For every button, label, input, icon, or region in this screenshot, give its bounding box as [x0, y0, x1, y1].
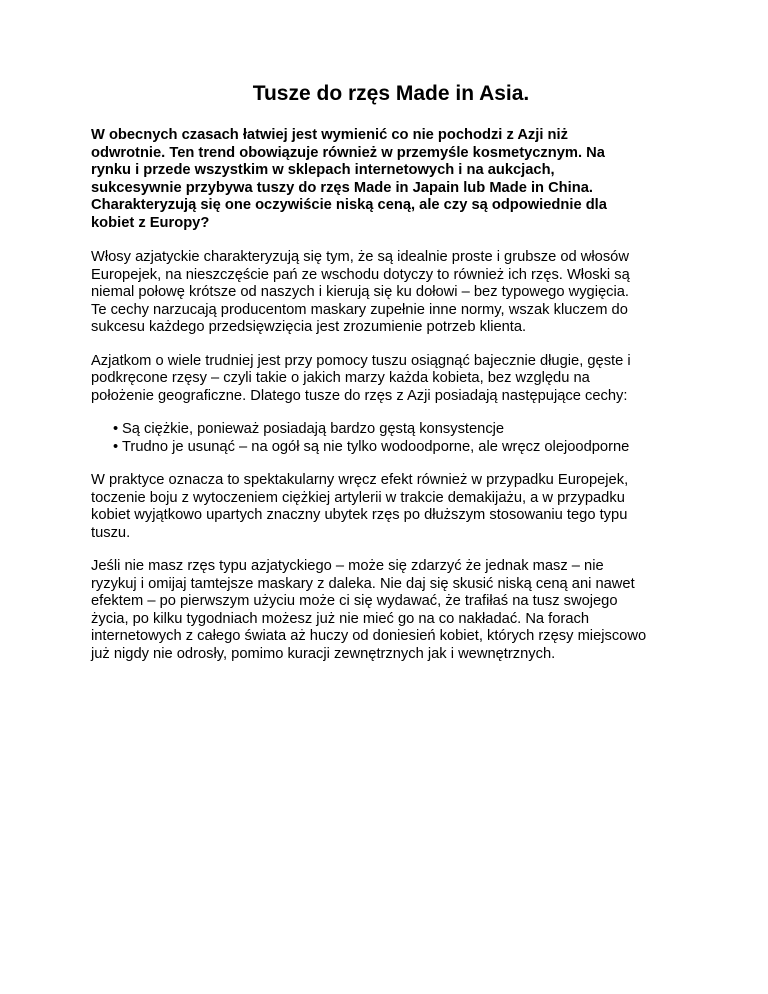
- features-list: [91, 421, 691, 456]
- lead-line: odwrotnie. Ten trend obowiązuje również w przemyśle kosmetycznym. Na: [91, 144, 605, 161]
- paragraph-line: już nigdy nie odrosły, pomimo kuracji zewnętrznych jak i wewnętrznych.: [91, 645, 556, 662]
- lead-line: Charakteryzują się one oczywiście niską ceną, ale czy są odpowiednie dla: [91, 197, 607, 213]
- paragraph-line: efektem – po pierwszym użyciu może ci się wydawać, że trafiłaś na tusz swojego: [91, 593, 618, 609]
- paragraph-line: Jeśli nie masz rzęs typu azjatyckiego – może się zdarzyć że jednak masz – nie: [91, 558, 604, 574]
- lead-line: sukcesywnie przybywa tuszy do rzęs Made in Japain lub Made in China.: [91, 179, 593, 196]
- paragraph-mascara-features: [91, 353, 691, 406]
- paragraph-line: niemal połowę krótsze od naszych i kierują się ku dołowi – bez typowego wygięcia.: [91, 284, 630, 300]
- lead-line: W obecnych czasach łatwiej jest wymienić co nie pochodzi z Azji niż: [91, 127, 568, 143]
- list-item-text: Trudno je usunąć – na ogół są nie tylko wodoodporne, ale wręcz olejoodporne: [122, 438, 630, 455]
- paragraph-line: W praktyce oznacza to spektakularny wręcz efekt również w przypadku Europejek,: [91, 472, 629, 488]
- paragraph-line: Azjatkom o wiele trudniej jest przy pomocy tuszu osiągnąć bajecznie długie, gęste i: [91, 352, 631, 369]
- paragraph-asian-lashes: [91, 249, 691, 337]
- document-page: [91, 80, 691, 679]
- lead-line: kobiet z Europy?: [91, 214, 210, 231]
- paragraph-line: Włosy azjatyckie charakteryzują się tym, że są idealnie proste i grubsze od włosów: [91, 249, 629, 265]
- paragraph-line: internetowych z całego świata aż huczy od doniesień kobiet, których rzęsy miejscowo: [91, 628, 647, 644]
- paragraph-line: ryzykuj i omijaj tamtejsze maskary z daleka. Nie daj się skusić niską ceną ani nawet: [91, 575, 635, 592]
- paragraph-line: toczenie boju z wytoczeniem ciężkiej artylerii w trakcie demakijażu, a w przypadku: [91, 489, 625, 506]
- paragraph-practice: [91, 472, 691, 542]
- paragraph-line: tuszu.: [91, 524, 131, 541]
- list-item-text: Są ciężkie, ponieważ posiadają bardzo gęstą konsystencje: [122, 421, 505, 437]
- paragraph-line: Te cechy narzucają producentom maskary zupełnie inne normy, wszak kluczem do: [91, 301, 628, 318]
- list-item: [91, 439, 691, 457]
- paragraph-line: sukcesu każdego przedsięwzięcia jest zrozumienie potrzeb klienta.: [91, 319, 527, 335]
- bullet-icon: •: [113, 421, 119, 437]
- lead-paragraph: [91, 127, 691, 232]
- lead-line: rynku i przede wszystkim w sklepach internetowych i na aukcjach,: [91, 162, 555, 178]
- list-item: [91, 421, 691, 439]
- paragraph-line: położenie geograficzne. Dlatego tusze do rzęs z Azji posiadają następujące cechy:: [91, 387, 628, 404]
- bullet-icon: •: [113, 438, 119, 455]
- document-title: Tusze do rzęs Made in Asia.: [252, 82, 530, 105]
- paragraph-line: życia, po kilku tygodniach możesz już nie mieć go na co nakładać. Na forach: [91, 610, 589, 627]
- paragraph-line: kobiet wyjątkowo upartych znaczny ubytek rzęs po dłuższym stosowaniu tego typu: [91, 507, 628, 523]
- paragraph-line: podkręcone rzęsy – czyli takie o jakich marzy każda kobieta, bez względu na: [91, 370, 590, 386]
- paragraph-line: Europejek, na nieszczęście pań ze wschodu dotyczy to również ich rzęs. Włoski są: [91, 266, 630, 283]
- paragraph-warning: [91, 558, 691, 663]
